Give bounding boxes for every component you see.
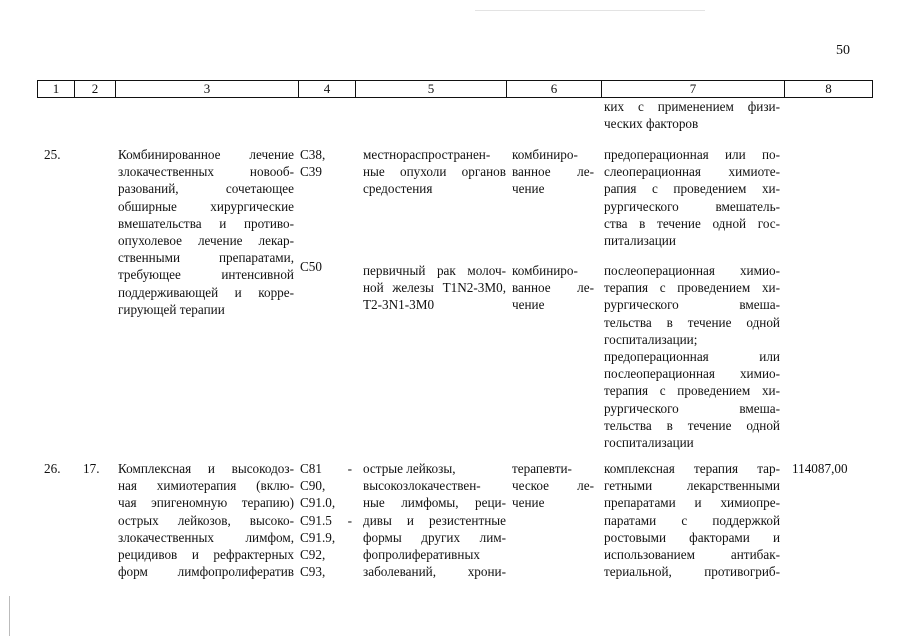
row-26-cost: 114087,00 xyxy=(792,461,848,476)
row-26-icd-codes: C81 - C90, C91.0, C91.5 - C91.9, C92, C93, xyxy=(300,461,352,580)
row-26-number: 26. xyxy=(44,461,61,476)
row-26-treatment-name: Комплексная и высокодоз- ная химиотерапия (вклю- чая эпигеномную терапию) острых лейкозов, высоко- злокачественных лимфом, рецидивов и рефрактерных форм лимфопролифератив xyxy=(118,461,294,580)
row-25b-treatment-type: комбиниро- ванное ле- чение xyxy=(512,263,594,313)
row-25a-model: местнораспространен- ные опухоли органов средостения xyxy=(363,147,506,197)
row-25b-model: первичный рак молоч- ной железы T1N2-3M0, T2-3N1-3M0 xyxy=(363,263,506,313)
row-25a-icd-codes: C38, C39 xyxy=(300,147,326,180)
row-25a-treatment-type: комбиниро- ванное ле- чение xyxy=(512,147,594,197)
header-col-5: 5 xyxy=(356,81,507,97)
row-26-model: острые лейкозы, высокозлокачествен- ные лимфомы, реци- дивы и резистентные формы других лим- фопролиферативных заболеваний, хрони- xyxy=(363,461,506,580)
continued-col7-text: ких с применением физи- ческих факторов xyxy=(604,99,780,132)
row-26-group-number: 17. xyxy=(83,461,100,476)
scan-artifact-line xyxy=(475,10,705,11)
row-25b-method: послеоперационная химио- терапия с проведением хи- рургического вмеша- тельства в течение одной госпитализации; предоперационная или послеоперационная химио- терапия с проведением хи- рургического вмеша- тельства в течение одной госпитализации xyxy=(604,263,780,451)
header-col-1: 1 xyxy=(38,81,75,97)
page-number: 50 xyxy=(836,43,850,58)
row-26-method: комплексная терапия тар- гетными лекарственными препаратами и химиопре- паратами с поддержкой ростовыми факторами и использованием антибак- териальной, противогриб- xyxy=(604,461,780,580)
header-col-4: 4 xyxy=(299,81,356,97)
header-col-3: 3 xyxy=(116,81,299,97)
header-col-8: 8 xyxy=(785,81,873,97)
row-25b-icd-codes: C50 xyxy=(300,259,322,274)
row-26-treatment-type: терапевти- ческое ле- чение xyxy=(512,461,594,511)
header-col-6: 6 xyxy=(507,81,602,97)
header-col-7: 7 xyxy=(602,81,785,97)
table-header-row xyxy=(37,80,873,98)
scan-edge-line xyxy=(9,596,10,636)
row-25-treatment-name: Комбинированное лечение злокачественных новооб- разований, сочетающее обширные хирургические вмешательства и противо- опухолевое лечение лекар- ственными препаратами, требующее интенсивной поддерживающей и корре- гирующей терапии xyxy=(118,147,294,317)
header-col-2: 2 xyxy=(75,81,116,97)
row-25a-method: предоперационная или по- слеоперационная химиоте- рапия с проведением хи- рургического вмешатель- ства в течение одной гос- питализации xyxy=(604,147,780,249)
row-25-number: 25. xyxy=(44,147,61,162)
